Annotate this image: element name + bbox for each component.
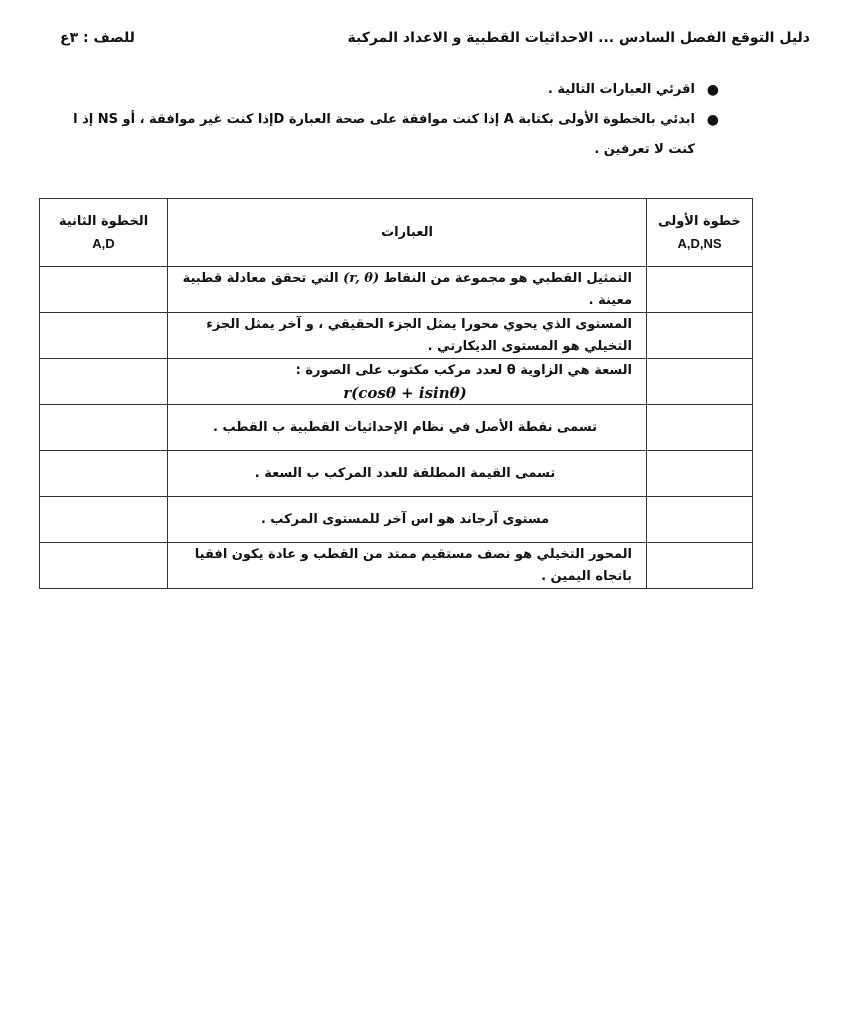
step1-answer-cell[interactable] (647, 267, 753, 313)
statement-cell (168, 405, 647, 451)
statement-text: تسمى نقطة الأصل في نظام الإحداثيات القطبية ب القطب . (213, 419, 597, 435)
statement-math: (r, θ) (343, 270, 380, 286)
header-step2 (40, 199, 168, 267)
page-header (60, 30, 810, 54)
instruction-text-1: اقرئي العبارات التالية . (547, 82, 695, 97)
statement-text: السعة هي الزاوية θ لعدد مركب مكتوب على الصورة : (295, 362, 632, 378)
statement-text: تسمى القيمة المطلقة للعدد المركب ب السعة . (254, 465, 556, 481)
statement-cell (168, 313, 647, 359)
header-statements (168, 199, 647, 267)
step1-answer-cell[interactable] (647, 543, 753, 589)
header-statements-label: العبارات (381, 224, 433, 240)
statement-text: المستوى الذي يحوي محورا يمثل الجزء الحقيقي ، و آخر يمثل الجزء التخيلي هو المستوى الديكارتي . (206, 316, 632, 354)
table-row (40, 451, 753, 497)
bullet-icon: ● (706, 112, 719, 128)
step2-answer-cell[interactable] (40, 405, 168, 451)
class-label: للصف : ٣ع (60, 30, 135, 46)
step1-answer-cell[interactable] (647, 359, 753, 405)
anticipation-guide-table (39, 198, 753, 589)
statement-text: المحور التخيلي هو نصف مستقيم ممتد من القطب و عادة يكون افقيا باتجاه اليمين . (194, 546, 632, 584)
header-step1-label: خطوة الأولى (658, 213, 741, 229)
step2-answer-cell[interactable] (40, 267, 168, 313)
header-step1 (647, 199, 753, 267)
step1-answer-cell[interactable] (647, 405, 753, 451)
statement-cell (168, 497, 647, 543)
step2-answer-cell[interactable] (40, 359, 168, 405)
worksheet-title: دليل التوقع الفصل السادس ... الاحداثيات القطبية و الاعداد المركبة (347, 30, 810, 46)
step2-answer-cell[interactable] (40, 543, 168, 589)
step2-answer-cell[interactable] (40, 451, 168, 497)
table-row (40, 497, 753, 543)
step1-answer-cell[interactable] (647, 451, 753, 497)
table-row (40, 267, 753, 313)
bullet-icon: ● (706, 82, 719, 98)
step1-answer-cell[interactable] (647, 497, 753, 543)
step1-answer-cell[interactable] (647, 313, 753, 359)
step2-answer-cell[interactable] (40, 313, 168, 359)
statement-cell (168, 359, 647, 405)
header-step1-options: A,D,NS (677, 235, 722, 251)
step2-answer-cell[interactable] (40, 497, 168, 543)
table-row (40, 543, 753, 589)
instruction-item-2 (61, 105, 721, 165)
statement-cell (168, 543, 647, 589)
table-row (40, 359, 753, 405)
header-step2-label: الخطوة الثانية (58, 213, 149, 229)
header-step2-options: A,D (92, 235, 115, 251)
statement-formula: r(cosθ + isinθ) (343, 383, 467, 402)
statement-cell (168, 267, 647, 313)
instruction-text-2: ابدئي بالخطوة الأولى بكتابة A إذا كنت موافقة على صحة العبارة Dإذا كنت غير موافقة ، أو NS إذ ا كنت لا تعرفين . (73, 112, 695, 157)
instruction-item-1 (61, 75, 721, 105)
instructions-list (61, 75, 721, 165)
statement-text: مستوى آرجاند هو اس آخر للمستوى المركب . (260, 511, 550, 527)
statement-text-cont: التي تحقق معادلة قطبية معينة . (182, 270, 632, 308)
statement-cell (168, 451, 647, 497)
table-row (40, 313, 753, 359)
statement-text: التمثيل القطبي هو مجموعة من النقاط (379, 270, 632, 286)
table-row (40, 405, 753, 451)
table-header-row (40, 199, 753, 267)
